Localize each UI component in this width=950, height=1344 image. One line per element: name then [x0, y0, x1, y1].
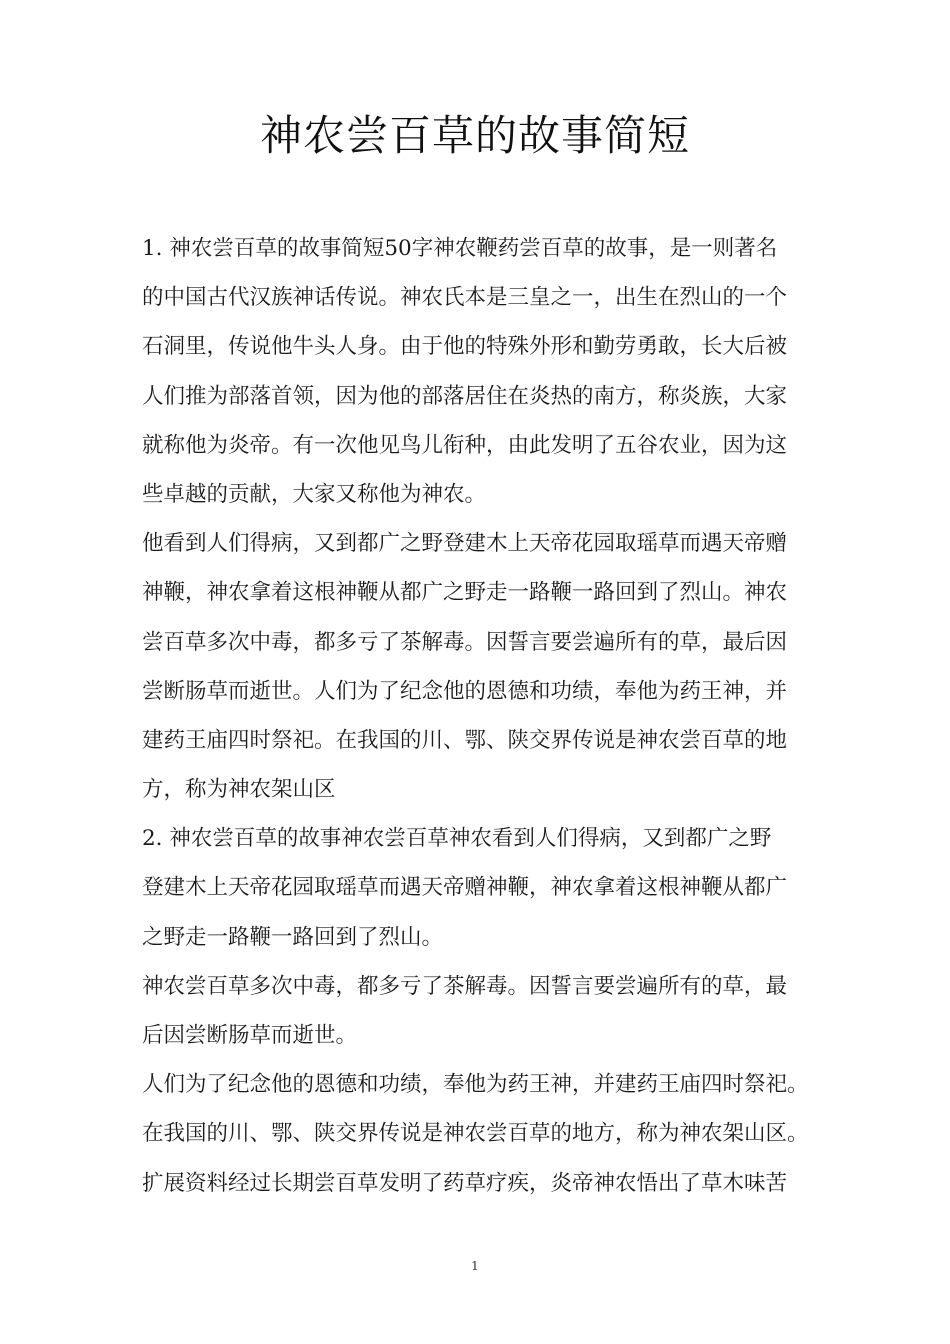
body-line-5: 就称他为炎帝。有一次他见鸟儿衔种，由此发明了五谷农业，因为这: [142, 432, 788, 458]
body-line-6: 些卓越的贡献，大家又称他为神农。: [142, 481, 487, 507]
body-line-7: 他看到人们得病，又到都广之野登建木上天帝花园取瑶草而遇天帝赠: [142, 531, 788, 557]
body-line-17: 后因尝断肠草而逝世。: [142, 1023, 358, 1048]
body-line-15: 之野走一路鞭一路回到了烈山。: [142, 924, 444, 950]
body-line-19: 在我国的川、鄂、陕交界传说是神农尝百草的地方，称为神农架山区。: [142, 1121, 809, 1147]
body-line-13: 2. 神农尝百草的故事神农尝百草神农看到人们得病，又到都广之野: [142, 826, 772, 852]
body-line-18: 人们为了纪念他的恩德和功绩，奉他为药王神，并建药王庙四时祭祀。: [142, 1072, 809, 1098]
body-line-3: 石洞里，传说他牛头人身。由于他的特殊外形和勤劳勇敢，长大后被: [142, 334, 788, 360]
body-line-4: 人们推为部落首领，因为他的部落居住在炎热的南方，称炎族，大家: [142, 383, 788, 409]
body-line-14: 登建木上天帝花园取瑶草而遇天帝赠神鞭，神农拿着这根神鞭从都广: [142, 875, 788, 901]
document-body: [142, 224, 842, 1208]
body-line-16: 神农尝百草多次中毒，都多亏了茶解毒。因誓言要尝遍所有的草，最: [142, 973, 788, 999]
body-line-10: 尝断肠草而逝世。人们为了纪念他的恩德和功绩，奉他为药王神，并: [142, 678, 788, 704]
body-line-9: 尝百草多次中毒，都多亏了茶解毒。因誓言要尝遍所有的草，最后因: [142, 629, 788, 655]
page-number: 1: [471, 1259, 479, 1273]
document-title: 神农尝百草的故事简短: [259, 111, 690, 160]
body-line-8: 神鞭，神农拿着这根神鞭从都广之野走一路鞭一路回到了烈山。神农: [142, 580, 788, 606]
body-line-11: 建药王庙四时祭祀。在我国的川、鄂、陕交界传说是神农尝百草的地: [142, 727, 788, 753]
body-line-20: 扩展资料经过长期尝百草发明了药草疗疾，炎帝神农悟出了草木味苦: [142, 1170, 788, 1196]
body-line-1: 1. 神农尝百草的故事简短50字神农鞭药尝百草的故事，是一则著名: [142, 236, 778, 261]
body-line-2: 的中国古代汉族神话传说。神农氏本是三皇之一，出生在烈山的一个: [142, 285, 788, 311]
body-line-12: 方，称为神农架山区: [142, 777, 336, 803]
